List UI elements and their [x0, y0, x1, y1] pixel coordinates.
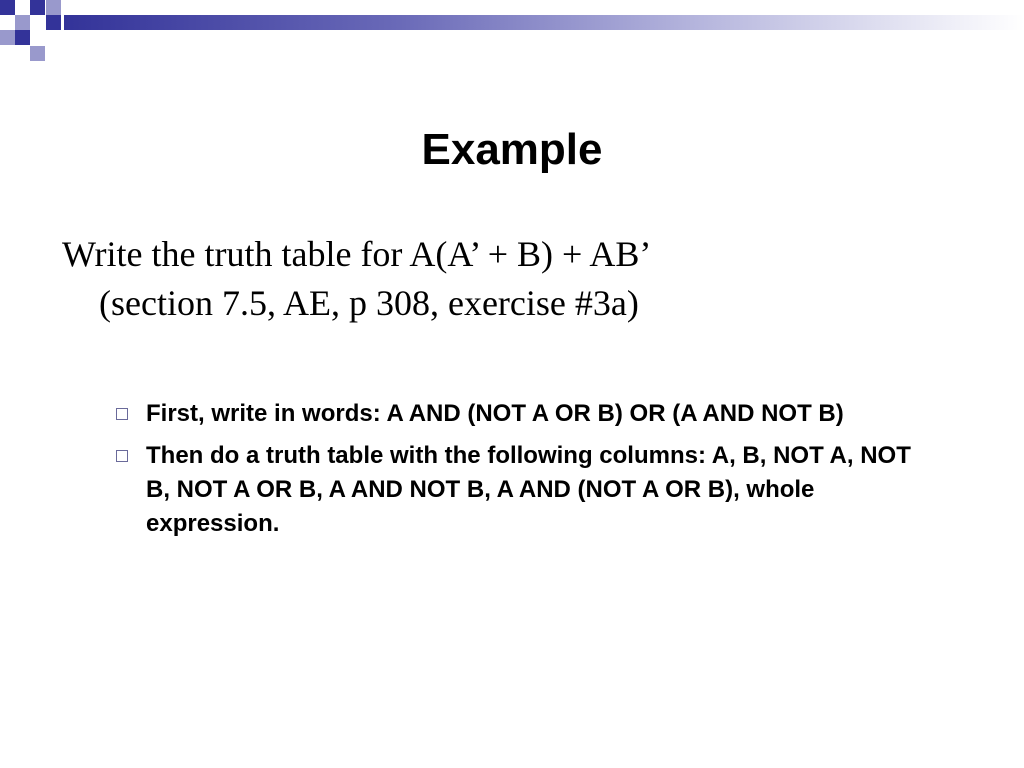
hollow-square-bullet-icon — [116, 408, 128, 420]
deco-gradient-band — [64, 15, 1024, 30]
deco-square — [30, 46, 45, 61]
list-item — [116, 439, 926, 541]
deco-square — [15, 30, 30, 45]
header-decoration — [0, 0, 1024, 64]
slide-title: Example — [421, 125, 603, 174]
lead-text — [62, 230, 962, 328]
deco-square — [0, 0, 15, 15]
deco-square — [46, 0, 61, 15]
deco-square — [0, 30, 15, 45]
lead-line-2: (section 7.5, AE, p 308, exercise #3a) — [99, 283, 639, 323]
bullet-list — [116, 397, 926, 549]
deco-square — [30, 0, 45, 15]
deco-square — [46, 15, 61, 30]
deco-square — [15, 0, 30, 15]
list-item — [116, 397, 926, 431]
bullet-text: Then do a truth table with the following columns: A, B, NOT A, NOT B, NOT A OR B, A AND NOT B, A AND (NOT A OR B), whole expression. — [146, 442, 911, 537]
bullet-text: First, write in words: A AND (NOT A OR B) OR (A AND NOT B) — [146, 400, 844, 427]
deco-square — [15, 15, 30, 30]
hollow-square-bullet-icon — [116, 450, 128, 462]
lead-line-1: Write the truth table for A(A’ + B) + AB’ — [62, 234, 652, 274]
